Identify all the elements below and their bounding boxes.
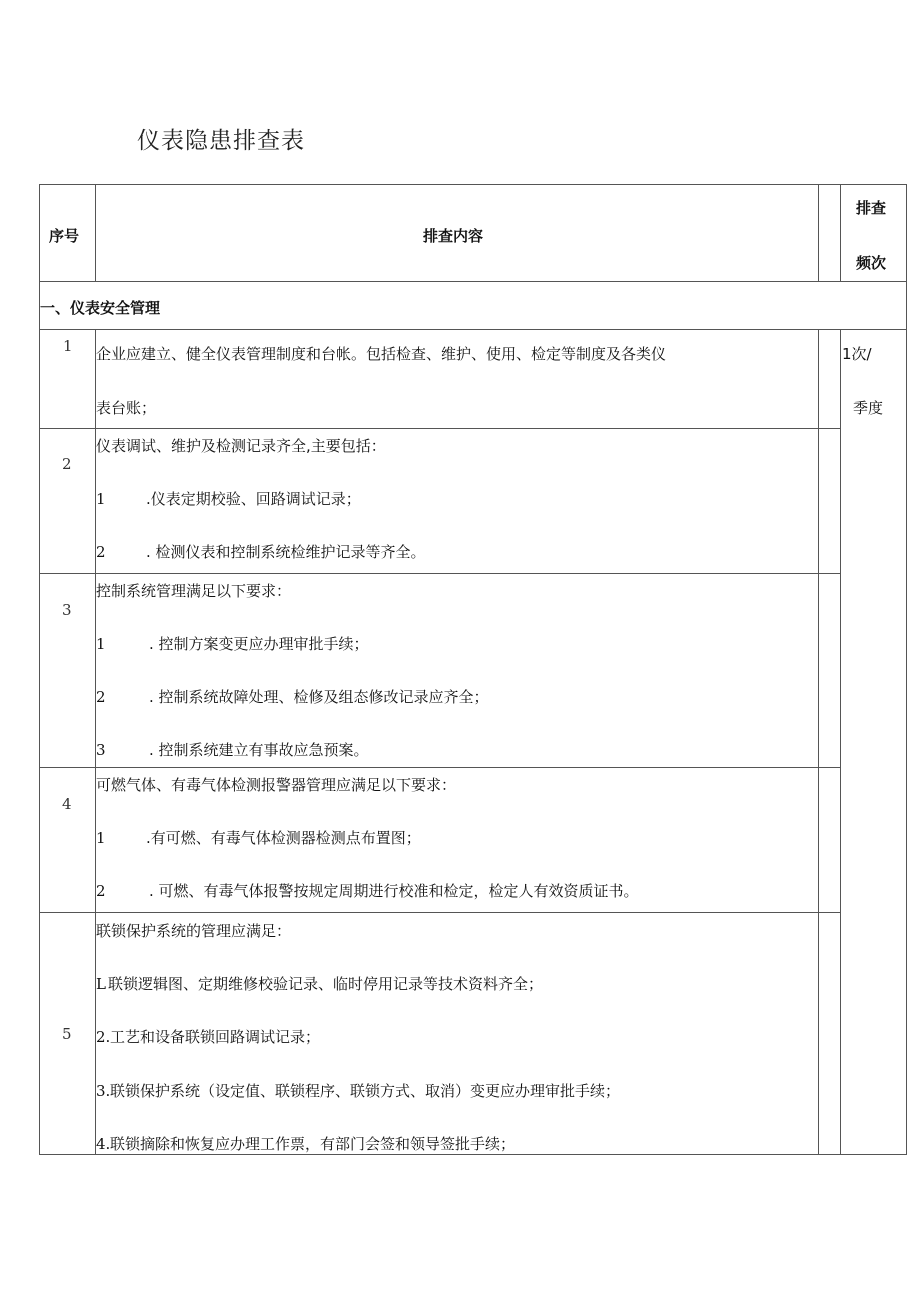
row-intro: 控制系统管理满足以下要求： — [96, 582, 292, 600]
item-number: 4. — [96, 1135, 111, 1153]
col-divider — [818, 329, 819, 1154]
col-divider — [840, 329, 841, 1154]
item-text: . 控制系统故障处理、检修及组态修改记录应齐全； — [149, 688, 489, 706]
item-number: 1 — [96, 490, 106, 508]
table-border-left — [39, 184, 40, 1155]
section-divider — [39, 329, 907, 330]
frequency-line2: 季度 — [853, 399, 884, 417]
item-number: 2 — [96, 882, 106, 900]
item-text: 联锁摘除和恢复应办理工作票，有部门会签和领导签批手续； — [110, 1135, 516, 1153]
item-text: . 检测仪表和控制系统检维护记录等齐全。 — [146, 543, 426, 561]
item-number: 2 — [96, 543, 106, 561]
table-border-bottom — [39, 1154, 907, 1155]
item-number: 2. — [96, 1028, 111, 1046]
item-text: .有可燃、有毒气体检测器检测点布置图； — [146, 829, 421, 847]
item-text: . 控制方案变更应办理审批手续； — [149, 635, 369, 653]
row-content-line: 表台账； — [96, 399, 157, 417]
row-intro: 仪表调试、维护及检测记录齐全,主要包括： — [96, 437, 386, 455]
row-divider — [39, 573, 840, 574]
header-content: 排查内容 — [423, 227, 484, 245]
row-number: 3 — [62, 601, 72, 619]
item-number: 3. — [96, 1082, 111, 1100]
item-text: . 控制系统建立有事故应急预案。 — [149, 741, 369, 759]
row-divider — [39, 912, 840, 913]
row-intro: 联锁保护系统的管理应满足： — [96, 922, 292, 940]
header-divider — [39, 281, 907, 282]
row-number: 2 — [62, 455, 72, 473]
table-border-right — [906, 184, 907, 1155]
page-title: 仪表隐患排查表 — [137, 128, 305, 154]
section-title: 一、仪表安全管理 — [40, 299, 161, 317]
row-number: 1 — [63, 337, 73, 355]
row-divider — [39, 428, 840, 429]
frequency-line1: 1次/ — [842, 345, 872, 363]
col-divider — [818, 184, 819, 281]
row-divider — [39, 767, 840, 768]
col-divider — [840, 184, 841, 281]
item-number: 1 — [96, 635, 106, 653]
item-number: L — [96, 975, 106, 993]
table-border-top — [39, 184, 907, 185]
item-text: 工艺和设备联锁回路调试记录； — [110, 1028, 321, 1046]
item-number: 2 — [96, 688, 106, 706]
item-text: 联锁保护系统（设定值、联锁程序、联锁方式、取消）变更应办理审批手续； — [110, 1082, 621, 1100]
row-content-line: 企业应建立、健全仪表管理制度和台帐。包括检查、维护、使用、检定等制度及各类仪 — [96, 345, 667, 363]
item-text: .仪表定期校验、回路调试记录； — [146, 490, 361, 508]
item-number: 1 — [96, 829, 106, 847]
row-intro: 可燃气体、有毒气体检测报警器管理应满足以下要求： — [96, 776, 457, 794]
row-number: 5 — [62, 1025, 72, 1043]
item-number: 3 — [96, 741, 106, 759]
header-freq-line1: 排查 — [856, 199, 887, 217]
row-number: 4 — [62, 795, 72, 813]
header-freq-line2: 频次 — [856, 254, 887, 272]
col-divider — [95, 184, 96, 281]
header-seq: 序号 — [49, 227, 80, 245]
item-text: 联锁逻辑图、定期维修校验记录、临时停用记录等技术资料齐全； — [108, 975, 544, 993]
item-text: . 可燃、有毒气体报警按规定周期进行校准和检定，检定人有效资质证书。 — [149, 882, 639, 900]
